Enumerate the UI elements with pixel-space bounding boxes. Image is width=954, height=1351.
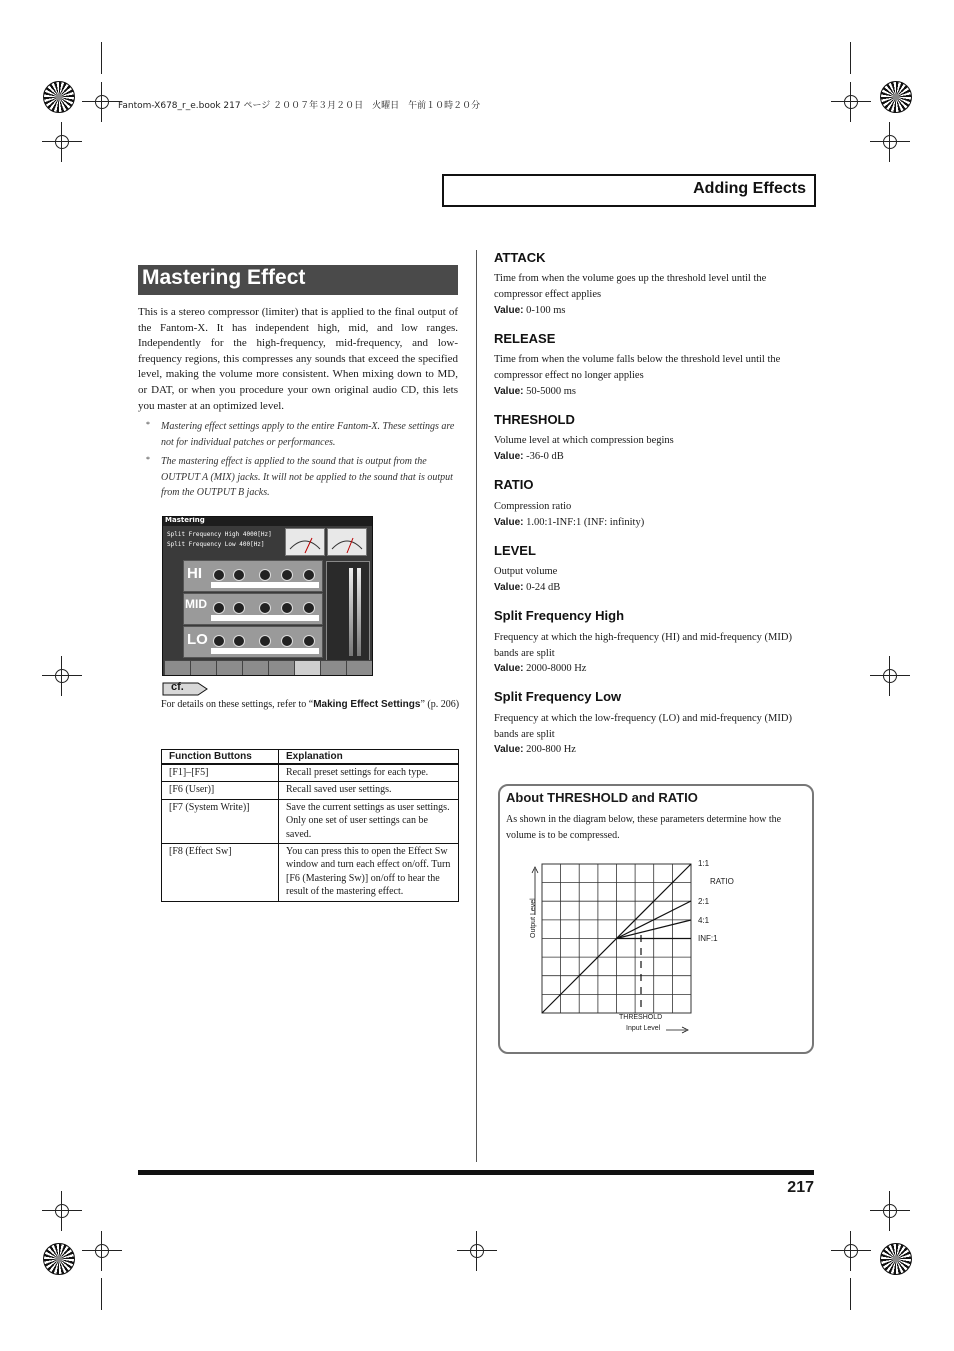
value-label: Value:	[494, 744, 524, 755]
param-value-split-high	[494, 663, 586, 674]
ratio-label-2-1: 2:1	[698, 897, 710, 906]
crosshair-mark	[42, 122, 82, 162]
note-marker: *	[146, 455, 150, 464]
column-divider	[476, 250, 477, 1162]
meter-bar-l	[349, 568, 353, 656]
page-number: 217	[787, 1179, 814, 1196]
trim-line	[850, 42, 851, 74]
f1-hard-comp-button[interactable]	[164, 660, 191, 676]
value-text: 50-5000 ms	[526, 386, 576, 397]
band-label-mid: MID	[185, 597, 207, 611]
f6-user-button[interactable]	[294, 660, 321, 676]
release-knob-hi[interactable]	[233, 569, 245, 581]
footer-rule	[138, 1170, 814, 1175]
table-row	[162, 799, 459, 843]
release-knob-lo[interactable]	[233, 635, 245, 647]
registration-sunburst-top-right	[880, 81, 912, 113]
y-axis-label: Output Level	[530, 898, 537, 938]
param-desc-split-high: Frequency at which the high-frequency (HI) and mid-frequency (MID) bands are split	[494, 632, 792, 659]
f7-system-write-button[interactable]	[320, 660, 347, 676]
table-row	[162, 782, 459, 799]
param-desc-level: Output volume	[494, 566, 558, 577]
band-label-lo: LO	[187, 631, 208, 648]
value-text: -36-0 dB	[526, 451, 564, 462]
file-info-line: Fantom-X678_r_e.book 217 ページ ２００７年３月２０日 火曜日 午前１０時２０分	[118, 101, 481, 111]
vu-needle-icon	[286, 529, 324, 555]
table-header-explanation: Explanation	[279, 750, 459, 765]
param-heading-attack: ATTACK	[494, 250, 546, 265]
level-knob-hi[interactable]	[303, 569, 315, 581]
crosshair-mark	[42, 1191, 82, 1231]
screen-titlebar	[163, 517, 372, 526]
param-desc-threshold: Volume level at which compression begins	[494, 435, 674, 446]
threshold-knob-hi[interactable]	[259, 569, 271, 581]
value-strip-hi	[211, 582, 319, 588]
table-cell: [F7 (System Write)]	[162, 799, 279, 843]
param-value-level	[494, 582, 560, 593]
table-cell: Save the current settings as user settings. Only one set of user settings can be saved.	[279, 799, 459, 843]
table-cell: You can press this to open the Effect Sw window and turn each effect on/off. Turn [F6 (Mastering Sw)] on/off to hear the result of the mastering effect.	[279, 844, 459, 902]
threshold-label: THRESHOLD	[619, 1014, 663, 1021]
table-header-function: Function Buttons	[162, 750, 279, 765]
registration-sunburst-bottom-right	[880, 1243, 912, 1275]
value-text: 0-100 ms	[526, 305, 566, 316]
crosshair-mark	[42, 656, 82, 696]
param-heading-level: LEVEL	[494, 543, 536, 558]
value-label: Value:	[494, 451, 524, 462]
about-box-text: As shown in the diagram below, these parameters determine how the volume is to be compressed.	[506, 814, 782, 841]
meter-bar-r	[357, 568, 361, 656]
level-knob-lo[interactable]	[303, 635, 315, 647]
ratio-label-1-1: 1:1	[698, 859, 710, 868]
param-heading-split-high: Split Frequency High	[494, 608, 625, 623]
trim-line	[850, 1278, 851, 1310]
cf-label: cf.	[171, 681, 184, 693]
value-label: Value:	[494, 517, 524, 528]
attack-knob-mid[interactable]	[213, 602, 225, 614]
crosshair-mark	[870, 122, 910, 162]
ratio-label: RATIO	[710, 877, 734, 886]
param-heading-threshold: THRESHOLD	[494, 412, 575, 427]
table-cell: [F8 (Effect Sw]	[162, 844, 279, 902]
value-label: Value:	[494, 386, 524, 397]
section-title: Mastering Effect	[142, 266, 306, 289]
note-marker: *	[146, 420, 150, 429]
note-text: The mastering effect is applied to the sound that is output from the OUTPUT A (MIX) jacks. It will not be applied to the sound that is output from the OUTPUT B jacks.	[161, 456, 453, 498]
crosshair-mark	[831, 82, 871, 122]
section-title-bar	[138, 265, 458, 295]
table-cell: [F6 (User)]	[162, 782, 279, 799]
table-header-row	[162, 750, 459, 765]
table-cell: [F1]–[F5]	[162, 764, 279, 782]
f8-effect-sw-button[interactable]	[346, 660, 373, 676]
table-row	[162, 764, 459, 782]
mastering-screen-image	[162, 516, 373, 676]
split-freq-low-row: Split Frequency Low 400[Hz]	[167, 541, 265, 548]
param-desc-ratio: Compression ratio	[494, 501, 572, 512]
value-label: Value:	[494, 663, 524, 674]
vu-needle-icon	[328, 529, 366, 555]
split-freq-high-row: Split Frequency High 4000[Hz]	[167, 531, 272, 538]
ratio-knob-hi[interactable]	[281, 569, 293, 581]
trim-line	[101, 1278, 102, 1310]
registration-sunburst-top-left	[43, 81, 75, 113]
vu-meter-right-icon	[327, 528, 367, 556]
param-value-split-low	[494, 744, 576, 755]
screen-title: Mastering	[165, 516, 205, 524]
about-box-title: About THRESHOLD and RATIO	[506, 790, 698, 805]
cf-arrow-icon	[162, 682, 208, 696]
function-buttons-table	[161, 749, 459, 902]
attack-knob-hi[interactable]	[213, 569, 225, 581]
table-cell: Recall preset settings for each type.	[279, 764, 459, 782]
registration-sunburst-bottom-left	[43, 1243, 75, 1275]
cf-text-before: For details on these settings, refer to “	[161, 699, 314, 710]
band-label-hi: HI	[187, 565, 202, 582]
note-1	[146, 419, 458, 450]
crosshair-mark	[82, 1231, 122, 1271]
threshold-knob-mid[interactable]	[259, 602, 271, 614]
note-text: Mastering effect settings apply to the entire Fantom-X. These settings are not for individual patches or performances.	[161, 421, 455, 448]
param-heading-release: RELEASE	[494, 331, 556, 346]
table-cell: Recall saved user settings.	[279, 782, 459, 799]
table-row	[162, 844, 459, 902]
cf-reference-icon	[162, 682, 206, 695]
level-meter-panel	[326, 561, 370, 661]
ratio-knob-mid[interactable]	[281, 602, 293, 614]
param-desc-attack: Time from when the volume goes up the threshold level until the compressor effect applies	[494, 273, 767, 300]
param-value-ratio	[494, 517, 644, 528]
attack-knob-lo[interactable]	[213, 635, 225, 647]
chapter-title: Adding Effects	[693, 180, 806, 197]
release-knob-mid[interactable]	[233, 602, 245, 614]
value-text: 0-24 dB	[526, 582, 561, 593]
value-label: Value:	[494, 305, 524, 316]
param-desc-release: Time from when the volume falls below the threshold level until the compressor effect no longer applies	[494, 354, 781, 381]
crosshair-mark	[82, 82, 122, 122]
value-text: 2000-8000 Hz	[526, 663, 587, 674]
ratio-label-4-1: 4:1	[698, 916, 710, 925]
vu-meter-left-icon	[285, 528, 325, 556]
value-text: 1.00:1-INF:1 (INF: infinity)	[526, 517, 645, 528]
x-axis-label: Input Level	[626, 1025, 661, 1032]
crosshair-mark	[831, 1231, 871, 1271]
value-strip-mid	[211, 615, 319, 621]
param-heading-split-low: Split Frequency Low	[494, 689, 622, 704]
cf-text-after: ” (p. 206)	[420, 699, 460, 710]
f5-hi-boost-button[interactable]	[268, 660, 295, 676]
param-heading-ratio: RATIO	[494, 477, 534, 492]
param-value-attack	[494, 305, 565, 316]
param-value-release	[494, 386, 576, 397]
making-effect-settings-link[interactable]: Making Effect Settings	[313, 699, 421, 710]
level-knob-mid[interactable]	[303, 602, 315, 614]
value-text: 200-800 Hz	[526, 744, 576, 755]
param-value-threshold	[494, 451, 564, 462]
f4-mid-boost-button[interactable]	[242, 660, 269, 676]
ratio-knob-lo[interactable]	[281, 635, 293, 647]
chapter-header	[442, 174, 816, 207]
crosshair-mark	[870, 1191, 910, 1231]
param-desc-split-low: Frequency at which the low-frequency (LO) and mid-frequency (MID) bands are split	[494, 713, 792, 740]
crosshair-mark	[870, 656, 910, 696]
note-2	[146, 454, 458, 501]
intro-paragraph: This is a stereo compressor (limiter) that is applied to the final output of the Fantom-X. It has independent high, mid, and low ranges. Independently for the high-frequency, mid-frequency, and low-frequency regions, this compresses any sounds that exceed the specified level, making the volume more consistent. When mixing down to MD, or DAT, or when you procedure your own original audio CD, this lets you master at an optimized level.	[138, 306, 458, 412]
value-strip-lo	[211, 648, 319, 654]
value-label: Value:	[494, 582, 524, 593]
cf-reference-text	[161, 697, 461, 713]
ratio-label-inf-1: INF:1	[698, 934, 718, 943]
threshold-knob-lo[interactable]	[259, 635, 271, 647]
crosshair-mark	[457, 1231, 497, 1271]
trim-line	[101, 42, 102, 74]
f2-soft-comp-button[interactable]	[190, 660, 217, 676]
f3-lo-boost-button[interactable]	[216, 660, 243, 676]
